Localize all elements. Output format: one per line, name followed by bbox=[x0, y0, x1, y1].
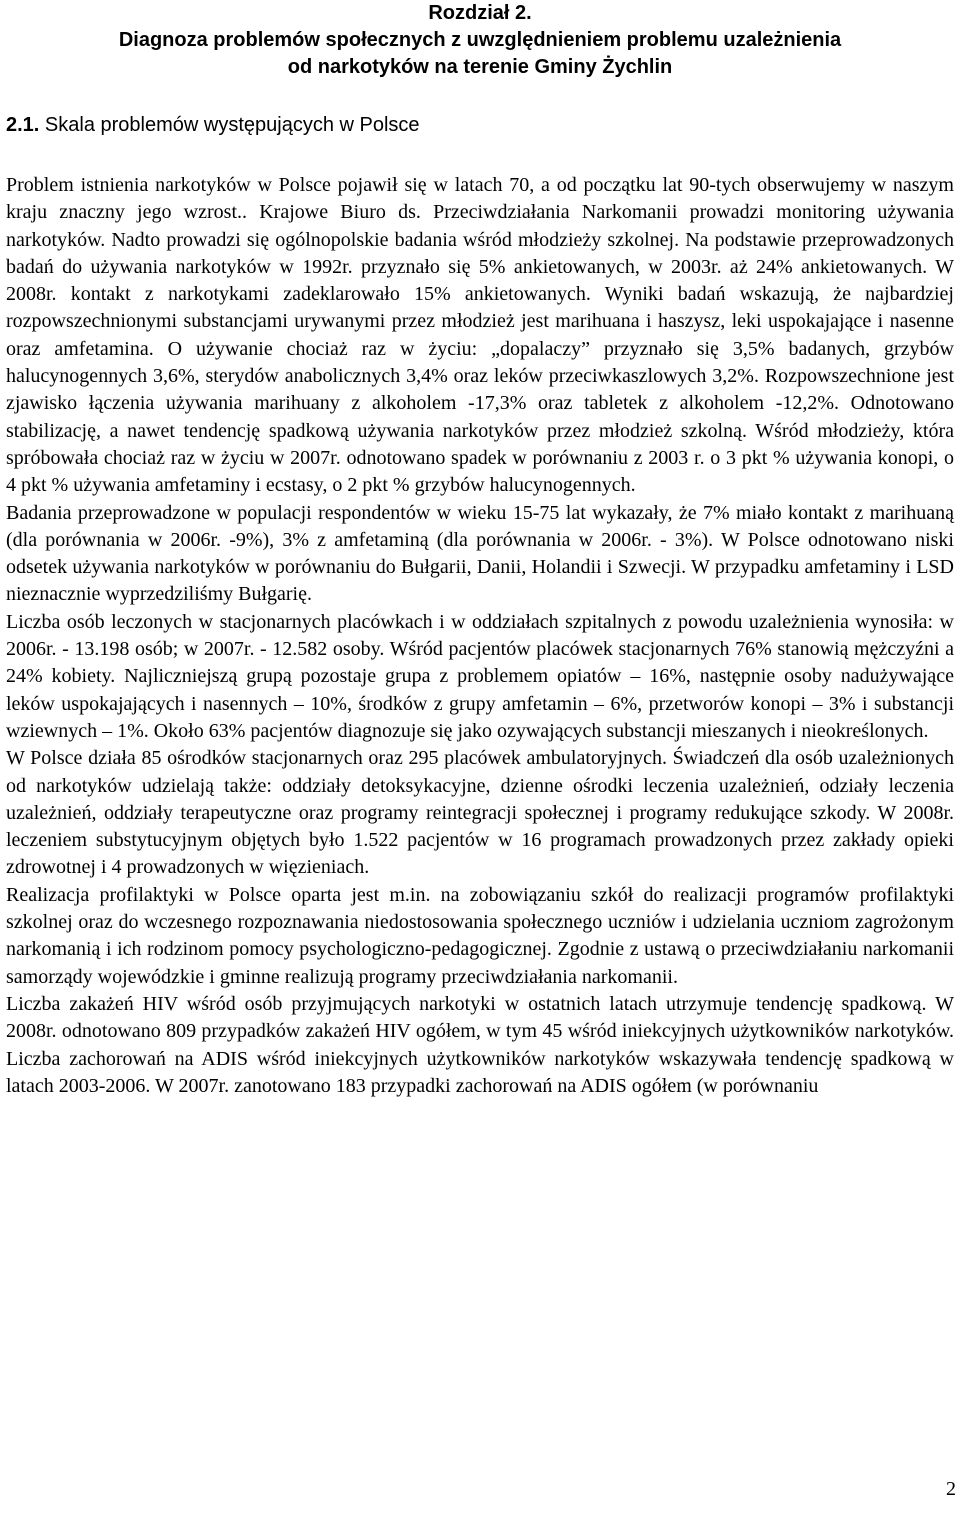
chapter-title-line-1: Diagnoza problemów społecznych z uwzględnieniem problemu uzależnienia bbox=[118, 29, 842, 51]
chapter-label: Rozdział 2. bbox=[428, 2, 532, 24]
section-heading bbox=[6, 112, 420, 139]
section-number: 2.1. bbox=[6, 114, 40, 136]
paragraph: Realizacja profilaktyki w Polsce oparta jest m.in. na zobowiązaniu szkół do realizacji programów profilaktyki szkolnej oraz do wczesnego rozpoznawania niedostosowania społecznego uczniów i udzielania uczniom zagrożonym narkomanią i ich rodzinom pomocy psychologiczno-pedagogicznej. Zgodnie z ustawą o przeciwdziałaniu narkomanii samorządy wojewódzkie i gminne realizują programy przeciwdziałania narkomanii. bbox=[6, 883, 954, 988]
paragraph: W Polsce działa 85 ośrodków stacjonarnych oraz 295 placówek ambulatoryjnych. Świadczeń dla osób uzależnionych od narkotyków udzielają także: oddziały detoksykacyjne, dzienne ośrodki leczenia uzależnień, odziały leczenia uzależnień, oddziały terapeutyczne oraz programy reintegracji społecznej i programy redukujące szkody. W 2008r. leczeniem substytucyjnym objętych było 1.522 pacjentów w 16 programach prowadzonych przez zakłady opieki zdrowotnej i 4 prowadzonych w więzieniach. bbox=[6, 747, 954, 879]
body-text bbox=[6, 172, 954, 1100]
paragraph: Liczba zakażeń HIV wśród osób przyjmujących narkotyki w ostatnich latach utrzymuje tendencję spadkową. W 2008r. odnotowano 809 przypadków zakażeń HIV ogółem, w tym 45 wśród iniekcyjnych użytkowników narkotyków. Liczba zachorowań na ADIS wśród iniekcyjnych użytkowników narkotyków wskazywała tendencję spadkową w latach 2003-2006. W 2007r. zanotowano 183 przypadki zachorowań na ADIS ogółem (w porównaniu bbox=[6, 992, 954, 1097]
page-number: 2 bbox=[946, 1478, 956, 1500]
section-title: Skala problemów występujących w Polsce bbox=[44, 114, 420, 136]
paragraph: Liczba osób leczonych w stacjonarnych placówkach i w oddziałach szpitalnych z powodu uzależnienia wynosiła: w 2006r. - 13.198 osób; w 2007r. - 12.582 osoby. Wśród pacjentów placówek stacjonarnych 76% stanowią mężczyźni a 24% kobiety. Najliczniejszą grupą pozostaje grupa z problemem opiatów – 16%, następnie osoby nadużywające leków uspokajających i nasennych – 10%, środków z grupy amfetamin – 6%, przetworów konopi – 3% i substancji wziewnych – 1%. Około 63% pacjentów diagnozuje się jako ozywających substancji mieszanych i nieokreślonych. bbox=[6, 610, 954, 742]
chapter-title-line-2: od narkotyków na terenie Gminy Żychlin bbox=[287, 56, 673, 78]
paragraph: Badania przeprowadzone w populacji respondentów w wieku 15-75 lat wykazały, że 7% miało kontakt z marihuaną (dla porównania w 2006r. -9%), 3% z amfetaminą (dla porównania w 2006r. - 3%). W Polsce odnotowano niski odsetek używania narkotyków w porównaniu do Bułgarii, Danii, Holandii i Szwecji. W przypadku amfetaminy i LSD nieznacznie wyprzedziliśmy Bułgarię. bbox=[6, 501, 954, 606]
chapter-heading bbox=[0, 0, 960, 81]
paragraph: Problem istnienia narkotyków w Polsce pojawił się w latach 70, a od początku lat 90-tych obserwujemy w naszym kraju znaczny jego wzrost.. Krajowe Biuro ds. Przeciwdziałania Narkomanii prowadzi monitoring używania narkotyków. Nadto prowadzi się ogólnopolskie badania wśród młodzieży szkolnej. Na podstawie przeprowadzonych badań do używania narkotyków w 1992r. przyznało się 5% ankietowanych, w 2003r. aż 24% ankietowanych. W 2008r. kontakt z narkotykami zadeklarowało 15% ankietowanych. Wyniki badań wskazują, że najbardziej rozpowszechnionymi substancjami urywanymi przez młodzież jest marihuana i haszysz, leki uspokajające i nasenne oraz amfetamina. O używanie chociaż raz w życiu: „dopalaczy” przyznało się 3,5% badanych, grzybów halucynogennych 3,6%, sterydów anabolicznych 3,4% oraz leków przeciwkaszlowych 3,2%. Rozpowszechnione jest zjawisko łączenia używania marihuany z alkoholem -17,3% oraz tabletek z alkoholem -12,2%. Odnotowano stabilizację, a nawet tendencję spadkową używania narkotyków przez młodzież szkolną. Wśród młodzieży, która spróbowała chociaż raz w życiu w 2007r. odnotowano spadek w porównaniu z 2003 r. o 3 pkt % używania konopi, o 4 pkt % używania amfetaminy i ecstasy, o 2 pkt % grzybów halucynogennych. bbox=[6, 174, 954, 497]
